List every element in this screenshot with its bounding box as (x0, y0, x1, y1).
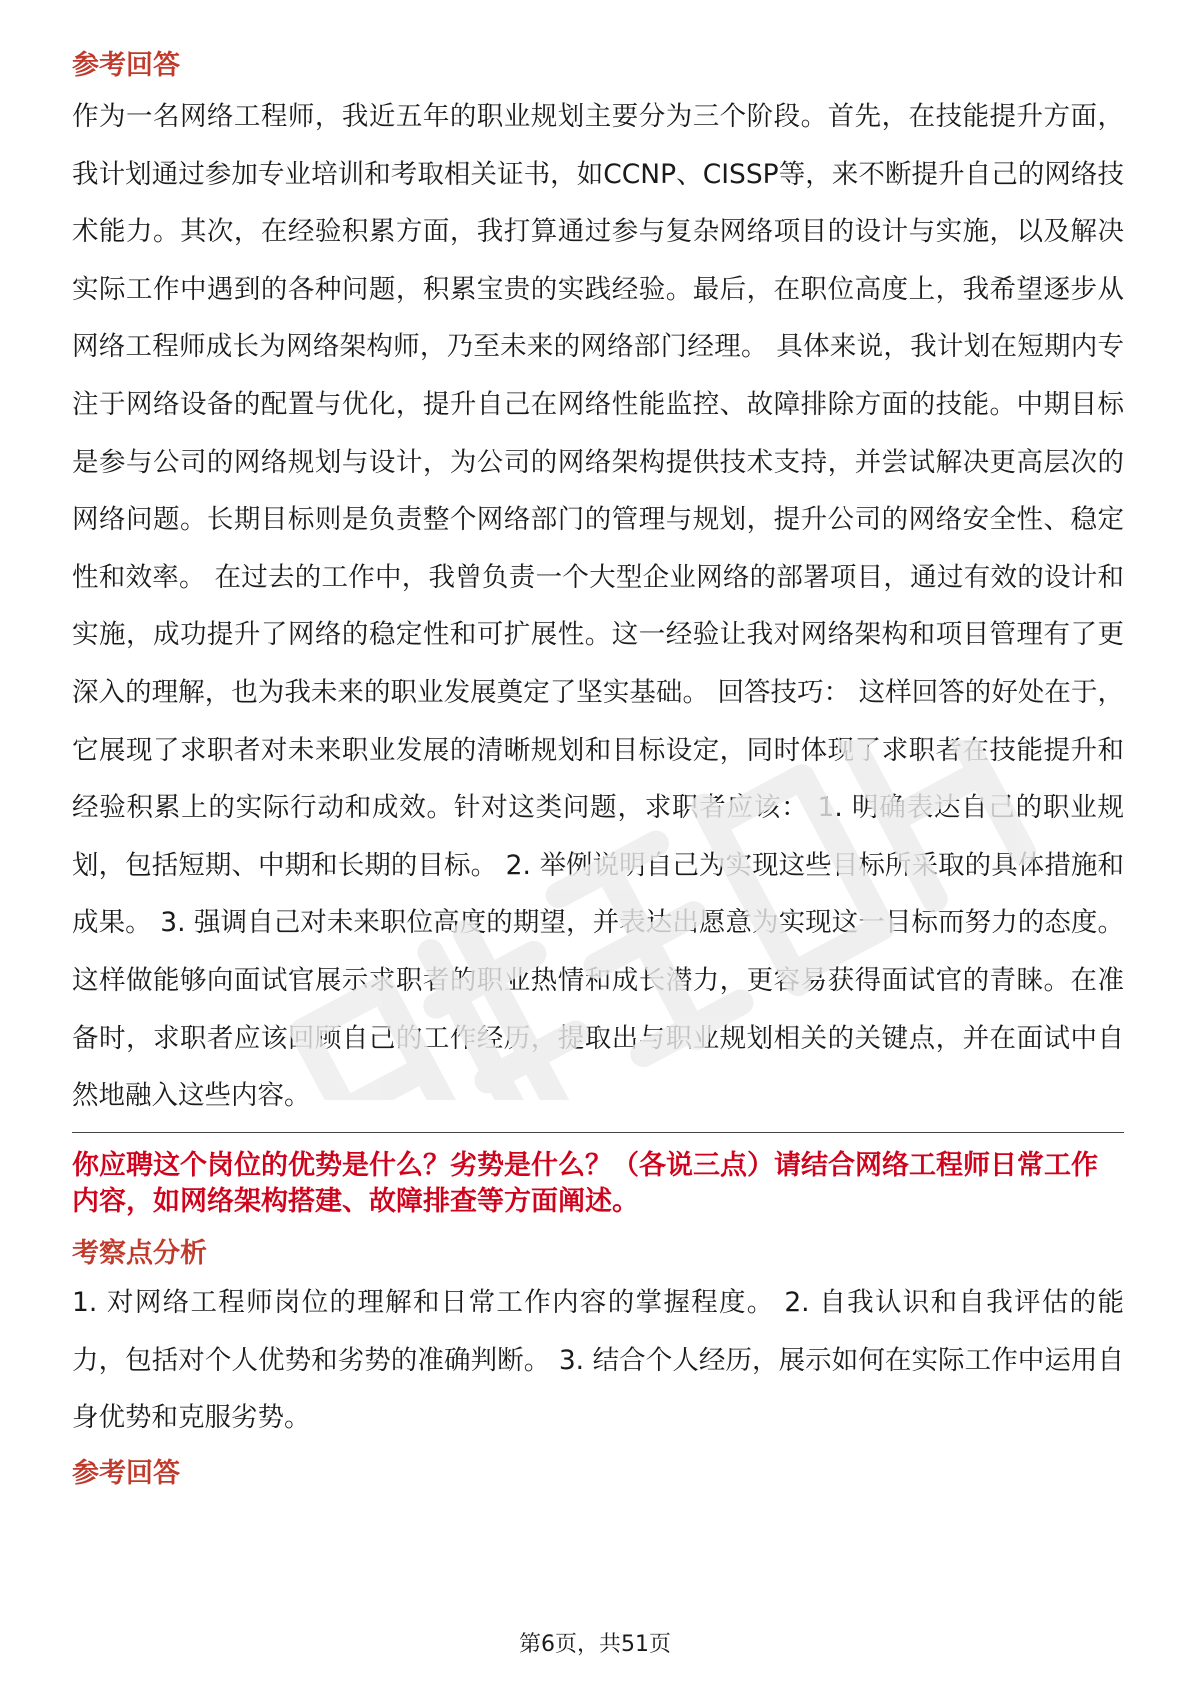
reference-answer-text: 作为一名网络工程师，我近五年的职业规划主要分为三个阶段。首先，在技能提升方面，我计划通过参加专业培训和考取相关证书，如CCNP、CISSP等，来不断提升自己的网络技术能力。其次，在经验积累方面，我打算通过参与复杂网络项目的设计与实施，以及解决实际工作中遇到的各种问题，积累宝贵的实践经验。最后，在职位高度上，我希望逐步从网络工程师成长为网络架构师，乃至未来的网络部门经理。 具体来说，我计划在短期内专注于网络设备的配置与优化，提升自己在网络性能监控、故障排除方面的技能。中期目标是参与公司的网络规划与设计，为公司的网络架构提供技术支持，并尝试解决更高层次的网络问题。长期目标则是负责整个网络部门的管理与规划，提升公司的网络安全性、稳定性和效率。 在过去的工作中，我曾负责一个大型企业网络的部署项目，通过有效的设计和实施，成功提升了网络的稳定性和可扩展性。这一经验让我对网络架构和项目管理有了更深入的理解，也为我未来的职业发展奠定了坚实基础。 回答技巧： 这样回答的好处在于，它展现了求职者对未来职业发展的清晰规划和目标设定，同时体现了求职者在技能提升和经验积累上的实际行动和成效。针对这类问题，求职者应该： 1. 明确表达自己的职业规划，包括短期、中期和长期的目标。 2. 举例说明自己为实现这些目标所采取的具体措施和成果。 3. 强调自己对未来职位高度的期望，并表达出愿意为实现这一目标而努力的态度。 这样做能够向面试官展示求职者的职业热情和成长潜力，更容易获得面试官的青睐。在准备时，求职者应该回顾自己的工作经历，提取出与职业规划相关的关键点，并在面试中自然地融入这些内容。 (72, 101, 1124, 1112)
interview-question: 你应聘这个岗位的优势是什么？劣势是什么？（各说三点）请结合网络工程师日常工作内容，如网络架构搭建、故障排查等方面阐述。 (72, 1150, 1098, 1217)
analysis-label: 考察点分析 (72, 1238, 207, 1269)
document-page (72, 0, 1124, 1684)
reference-answer-label-2: 参考回答 (72, 1458, 180, 1489)
page-number: 第6页，共51页 (519, 1632, 671, 1657)
section-divider (72, 1132, 1124, 1133)
analysis-text: 1. 对网络工程师岗位的理解和日常工作内容的掌握程度。 2. 自我认识和自我评估的能力，包括对个人优势和劣势的准确判断。 3. 结合个人经历，展示如何在实际工作中运用自身优势和克服劣势。 (72, 1287, 1124, 1434)
reference-answer-label: 参考回答 (72, 50, 180, 81)
